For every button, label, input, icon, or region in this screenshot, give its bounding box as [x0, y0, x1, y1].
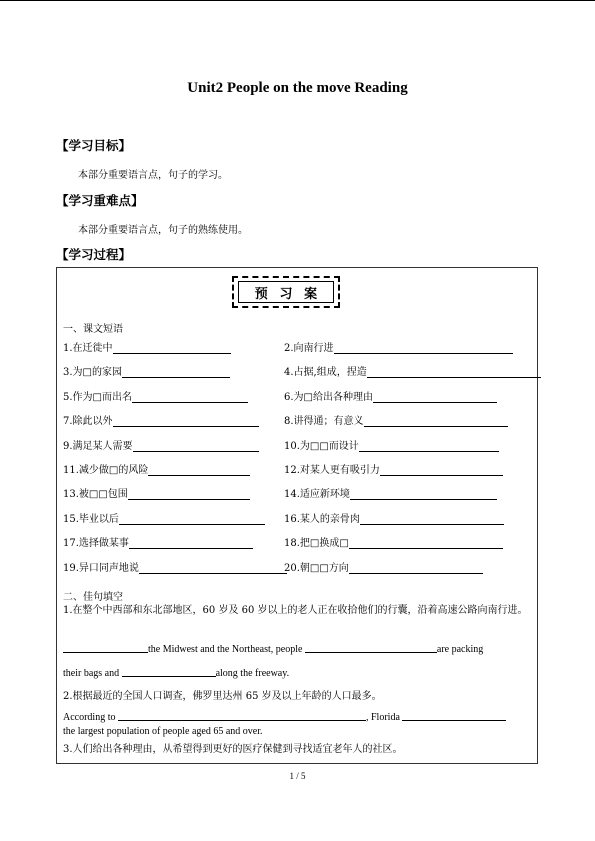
phrase-item — [63, 485, 250, 500]
sentence-2-chinese: 2.根据最近的全国人口调查，佛罗里达州 65 岁及以上年龄的人口最多。 — [63, 691, 382, 702]
phrase-label: 3.为□的家园 — [63, 367, 122, 379]
goals-text: 本部分重要语言点，句子的学习。 — [78, 170, 228, 181]
phrase-label: 20.朝□□方向 — [284, 562, 349, 574]
answer-blank[interactable] — [373, 391, 497, 403]
phrase-item — [284, 437, 499, 452]
phrase-label: 10.为□□而设计 — [284, 440, 359, 452]
text-fragment: are packing — [436, 644, 484, 655]
phrase-item — [63, 461, 250, 476]
phrase-label: 14.适应新环境 — [284, 489, 350, 501]
phrase-row — [63, 437, 533, 453]
phrase-item — [284, 510, 504, 525]
phrase-row — [63, 534, 533, 550]
answer-blank[interactable] — [113, 415, 259, 427]
blank[interactable] — [305, 642, 437, 653]
phrase-label: 15.毕业以后 — [63, 513, 119, 525]
phrase-row — [63, 461, 533, 477]
answer-blank[interactable] — [122, 366, 230, 378]
phrase-label: 1.在迁徙中 — [63, 343, 113, 354]
phrase-item — [63, 388, 248, 403]
blank[interactable] — [63, 642, 148, 653]
preview-box — [56, 267, 538, 764]
page-title: Unit2 People on the move Reading — [187, 80, 408, 96]
page-number: 1 / 5 — [289, 771, 306, 781]
answer-blank[interactable] — [133, 440, 259, 452]
answer-blank[interactable] — [349, 562, 483, 574]
phrase-row — [63, 559, 533, 575]
text-fragment: the Midwest and the Northeast, people — [148, 644, 303, 655]
answer-blank[interactable] — [139, 562, 287, 574]
preview-banner-label: 预习案 — [238, 281, 334, 303]
phrase-label: 17.选择做某事 — [63, 538, 129, 550]
answer-blank[interactable] — [113, 342, 231, 354]
phrase-label: 5.作为□而出名 — [63, 391, 132, 403]
text-fragment: their bags and — [63, 668, 120, 679]
answer-blank[interactable] — [380, 464, 503, 476]
answer-blank[interactable] — [360, 513, 504, 525]
phrase-row — [63, 388, 533, 404]
key-points-text: 本部分重要语言点，句子的熟练使用。 — [78, 225, 248, 236]
answer-blank[interactable] — [349, 537, 503, 549]
answer-blank[interactable] — [359, 440, 499, 452]
phrase-label: 7.除此以外 — [63, 416, 113, 428]
text-fragment: According to — [63, 712, 116, 723]
phrase-label: 16.某人的亲骨肉 — [284, 513, 360, 525]
key-points-heading: 【学习重难点】 — [56, 193, 144, 208]
phrase-label: 6.为□给出各种理由 — [284, 391, 373, 403]
sentence-2-english-line1 — [63, 710, 533, 723]
answer-blank[interactable] — [128, 488, 250, 500]
sentence-2-english-line2: the largest population of people aged 65 and over. — [63, 726, 263, 737]
text-fragment: along the freeway. — [215, 668, 290, 679]
answer-blank[interactable] — [132, 391, 248, 403]
sentence-1-english-line2 — [63, 666, 533, 679]
blank[interactable] — [122, 666, 216, 677]
top-rule — [0, 0, 595, 1]
phrase-row — [63, 363, 533, 379]
answer-blank[interactable] — [129, 537, 253, 549]
answer-blank[interactable] — [367, 366, 541, 378]
preview-banner — [232, 276, 340, 308]
answer-blank[interactable] — [119, 513, 265, 525]
phrase-label: 2.向南行进 — [284, 343, 334, 354]
section-phrases-heading: 一、课文短语 — [63, 324, 123, 335]
phrase-item — [284, 412, 508, 427]
phrase-item — [63, 510, 265, 525]
phrase-item — [284, 388, 497, 403]
answer-blank[interactable] — [350, 488, 497, 500]
text-fragment: , Florida — [366, 712, 400, 723]
blank[interactable] — [402, 710, 506, 721]
phrase-item — [63, 412, 259, 427]
sentence-3-chinese: 3.人们给出各种理由，从希望得到更好的医疗保健到寻找适宜老年人的社区。 — [63, 744, 403, 755]
phrase-label: 8.讲得通；有意义 — [284, 416, 364, 428]
phrase-label: 19.异口同声地说 — [63, 562, 139, 574]
phrase-label: 9.满足某人需要 — [63, 440, 133, 452]
phrase-row — [63, 412, 533, 428]
answer-blank[interactable] — [364, 415, 508, 427]
phrase-item — [284, 534, 503, 549]
sentence-1-english-line1 — [63, 642, 533, 655]
answer-blank[interactable] — [334, 342, 513, 354]
phrase-item — [63, 363, 230, 378]
phrase-item — [284, 461, 503, 476]
section-sentences-heading: 二、佳句填空 — [63, 592, 123, 603]
answer-blank[interactable] — [148, 464, 250, 476]
process-heading: 【学习过程】 — [56, 247, 132, 262]
phrase-label: 11.减少做□的风险 — [63, 465, 149, 476]
phrase-item — [284, 485, 497, 500]
phrase-label: 13.被□□包围 — [63, 489, 128, 501]
phrase-row — [63, 510, 533, 526]
blank[interactable] — [118, 710, 366, 721]
phrase-row — [63, 339, 533, 355]
goals-heading: 【学习目标】 — [56, 138, 132, 153]
phrase-label: 4.占据,组成，捏造 — [284, 367, 367, 379]
phrase-item — [284, 559, 483, 574]
phrase-item — [284, 339, 513, 354]
phrase-row — [63, 485, 533, 501]
phrase-item — [63, 559, 287, 574]
sentence-1-chinese: 1.在整个中西部和东北部地区，60 岁及 60 岁以上的老人正在收拾他们的行囊，沿着高速公路向南行进。 — [63, 605, 528, 616]
phrase-item — [63, 437, 259, 452]
phrase-label: 12.对某人更有吸引力 — [284, 465, 380, 476]
phrase-label: 18.把□换成□ — [284, 538, 349, 550]
phrase-item — [63, 534, 253, 549]
phrase-item — [284, 363, 541, 378]
phrase-item — [63, 339, 231, 354]
